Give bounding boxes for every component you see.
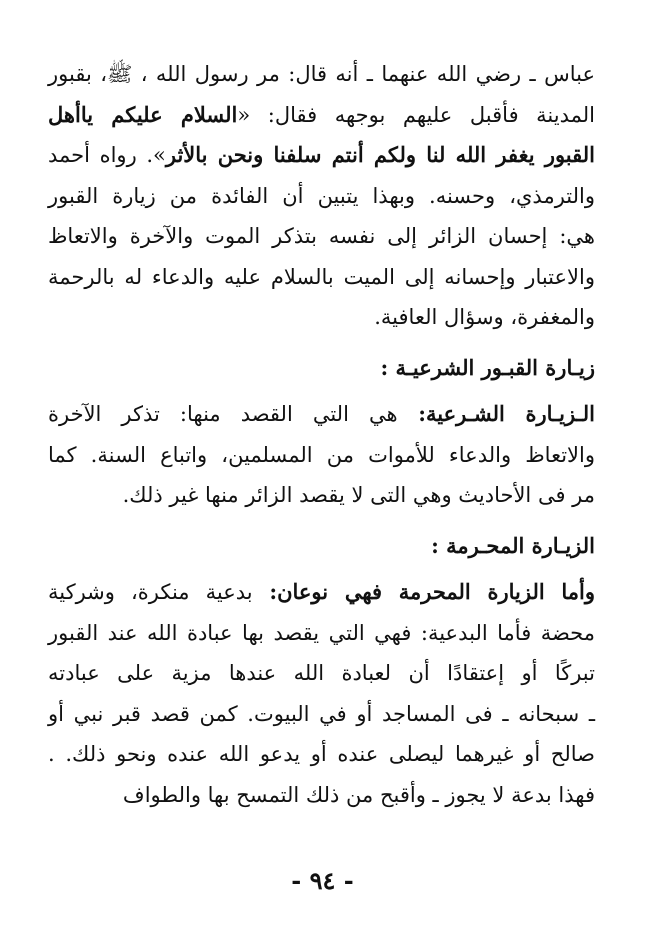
section-heading: الزيـارة المحـرمة : xyxy=(431,532,595,558)
paragraph xyxy=(48,572,595,815)
text-line xyxy=(48,775,595,816)
text-line xyxy=(48,135,595,176)
text-line xyxy=(48,734,595,775)
text-segment: بدعية منكرة، وشركية xyxy=(48,580,253,604)
text-segment: هي التي القصد منها: تذكر الآخرة xyxy=(48,402,398,426)
text-line xyxy=(48,572,595,613)
text-segment: مر فى الأحاديث وهي التى لا يقصد الزائر منها غير ذلك. xyxy=(122,483,595,507)
text-segment: صالح أو غيرهما ليصلى عنده أو يدعو الله عنده ونحو ذلك. . xyxy=(48,742,595,766)
text-segment: والاعتبار وإحسانه إلى الميت بالسلام عليه والدعاء له بالرحمة xyxy=(48,264,595,289)
text-line xyxy=(48,257,595,298)
text-segment: والمغفرة، وسؤال العافية. xyxy=(374,305,595,329)
text-line xyxy=(48,694,595,735)
text-segment: والاتعاظ والدعاء للأموات من المسلمين، واتباع السنة. كما xyxy=(48,442,595,467)
text-segment: فهذا بدعة لا يجوز ـ وأقبح من ذلك التمسح بها والطواف xyxy=(122,782,595,807)
text-segment: تبركًا أو إعتقادًا أن لعبادة الله عندها مزية على عبادته xyxy=(48,661,595,685)
text-line xyxy=(48,475,595,516)
paragraph xyxy=(48,54,595,338)
text-segment: ». رواه أحمد xyxy=(48,143,166,167)
text-segment: عباس ـ رضي الله عنهما ـ أنه قال: مر رسول الله ، ﷺ، بقبور xyxy=(48,62,595,86)
text-line xyxy=(48,176,595,217)
bold-text-segment: الـزيـارة الشـرعية: xyxy=(397,401,596,426)
text-segment: محضة فأما البدعية: فهي التي يقصد بها عبادة الله عند القبور xyxy=(48,620,595,645)
text-line xyxy=(48,613,595,654)
text-line xyxy=(48,95,595,136)
text-line xyxy=(48,297,595,338)
text-line xyxy=(48,435,595,476)
text-line xyxy=(48,394,595,435)
paragraph xyxy=(48,394,595,516)
bold-text-segment: القبور يغفر الله لنا ولكم أنتم سلفنا ونحن بالأثر xyxy=(165,142,595,167)
text-segment: ـ سبحانه ـ فى المساجد أو في البيوت. كمن قصد قبر نبي أو xyxy=(48,701,595,726)
text-segment: المدينة فأقبل عليهم بوجهه فقال: « xyxy=(237,102,596,127)
text-line xyxy=(48,216,595,257)
bold-text-segment: وأما الزيارة المحرمة فهي نوعان: xyxy=(252,579,595,604)
text-line xyxy=(48,54,595,95)
section-heading: زيـارة القبـور الشرعيـة : xyxy=(380,354,595,380)
text-segment: والترمذي، وحسنه. وبهذا يتبين أن الفائدة من زيارة القبور xyxy=(48,183,595,208)
bold-text-segment: السلام عليكم ياأهل xyxy=(48,101,238,127)
text-line xyxy=(48,653,595,694)
text-segment: هي: إحسان الزائر إلى نفسه بتذكر الموت والآخرة والاتعاظ xyxy=(48,224,595,248)
page-number: - ٩٤ - xyxy=(291,866,354,895)
